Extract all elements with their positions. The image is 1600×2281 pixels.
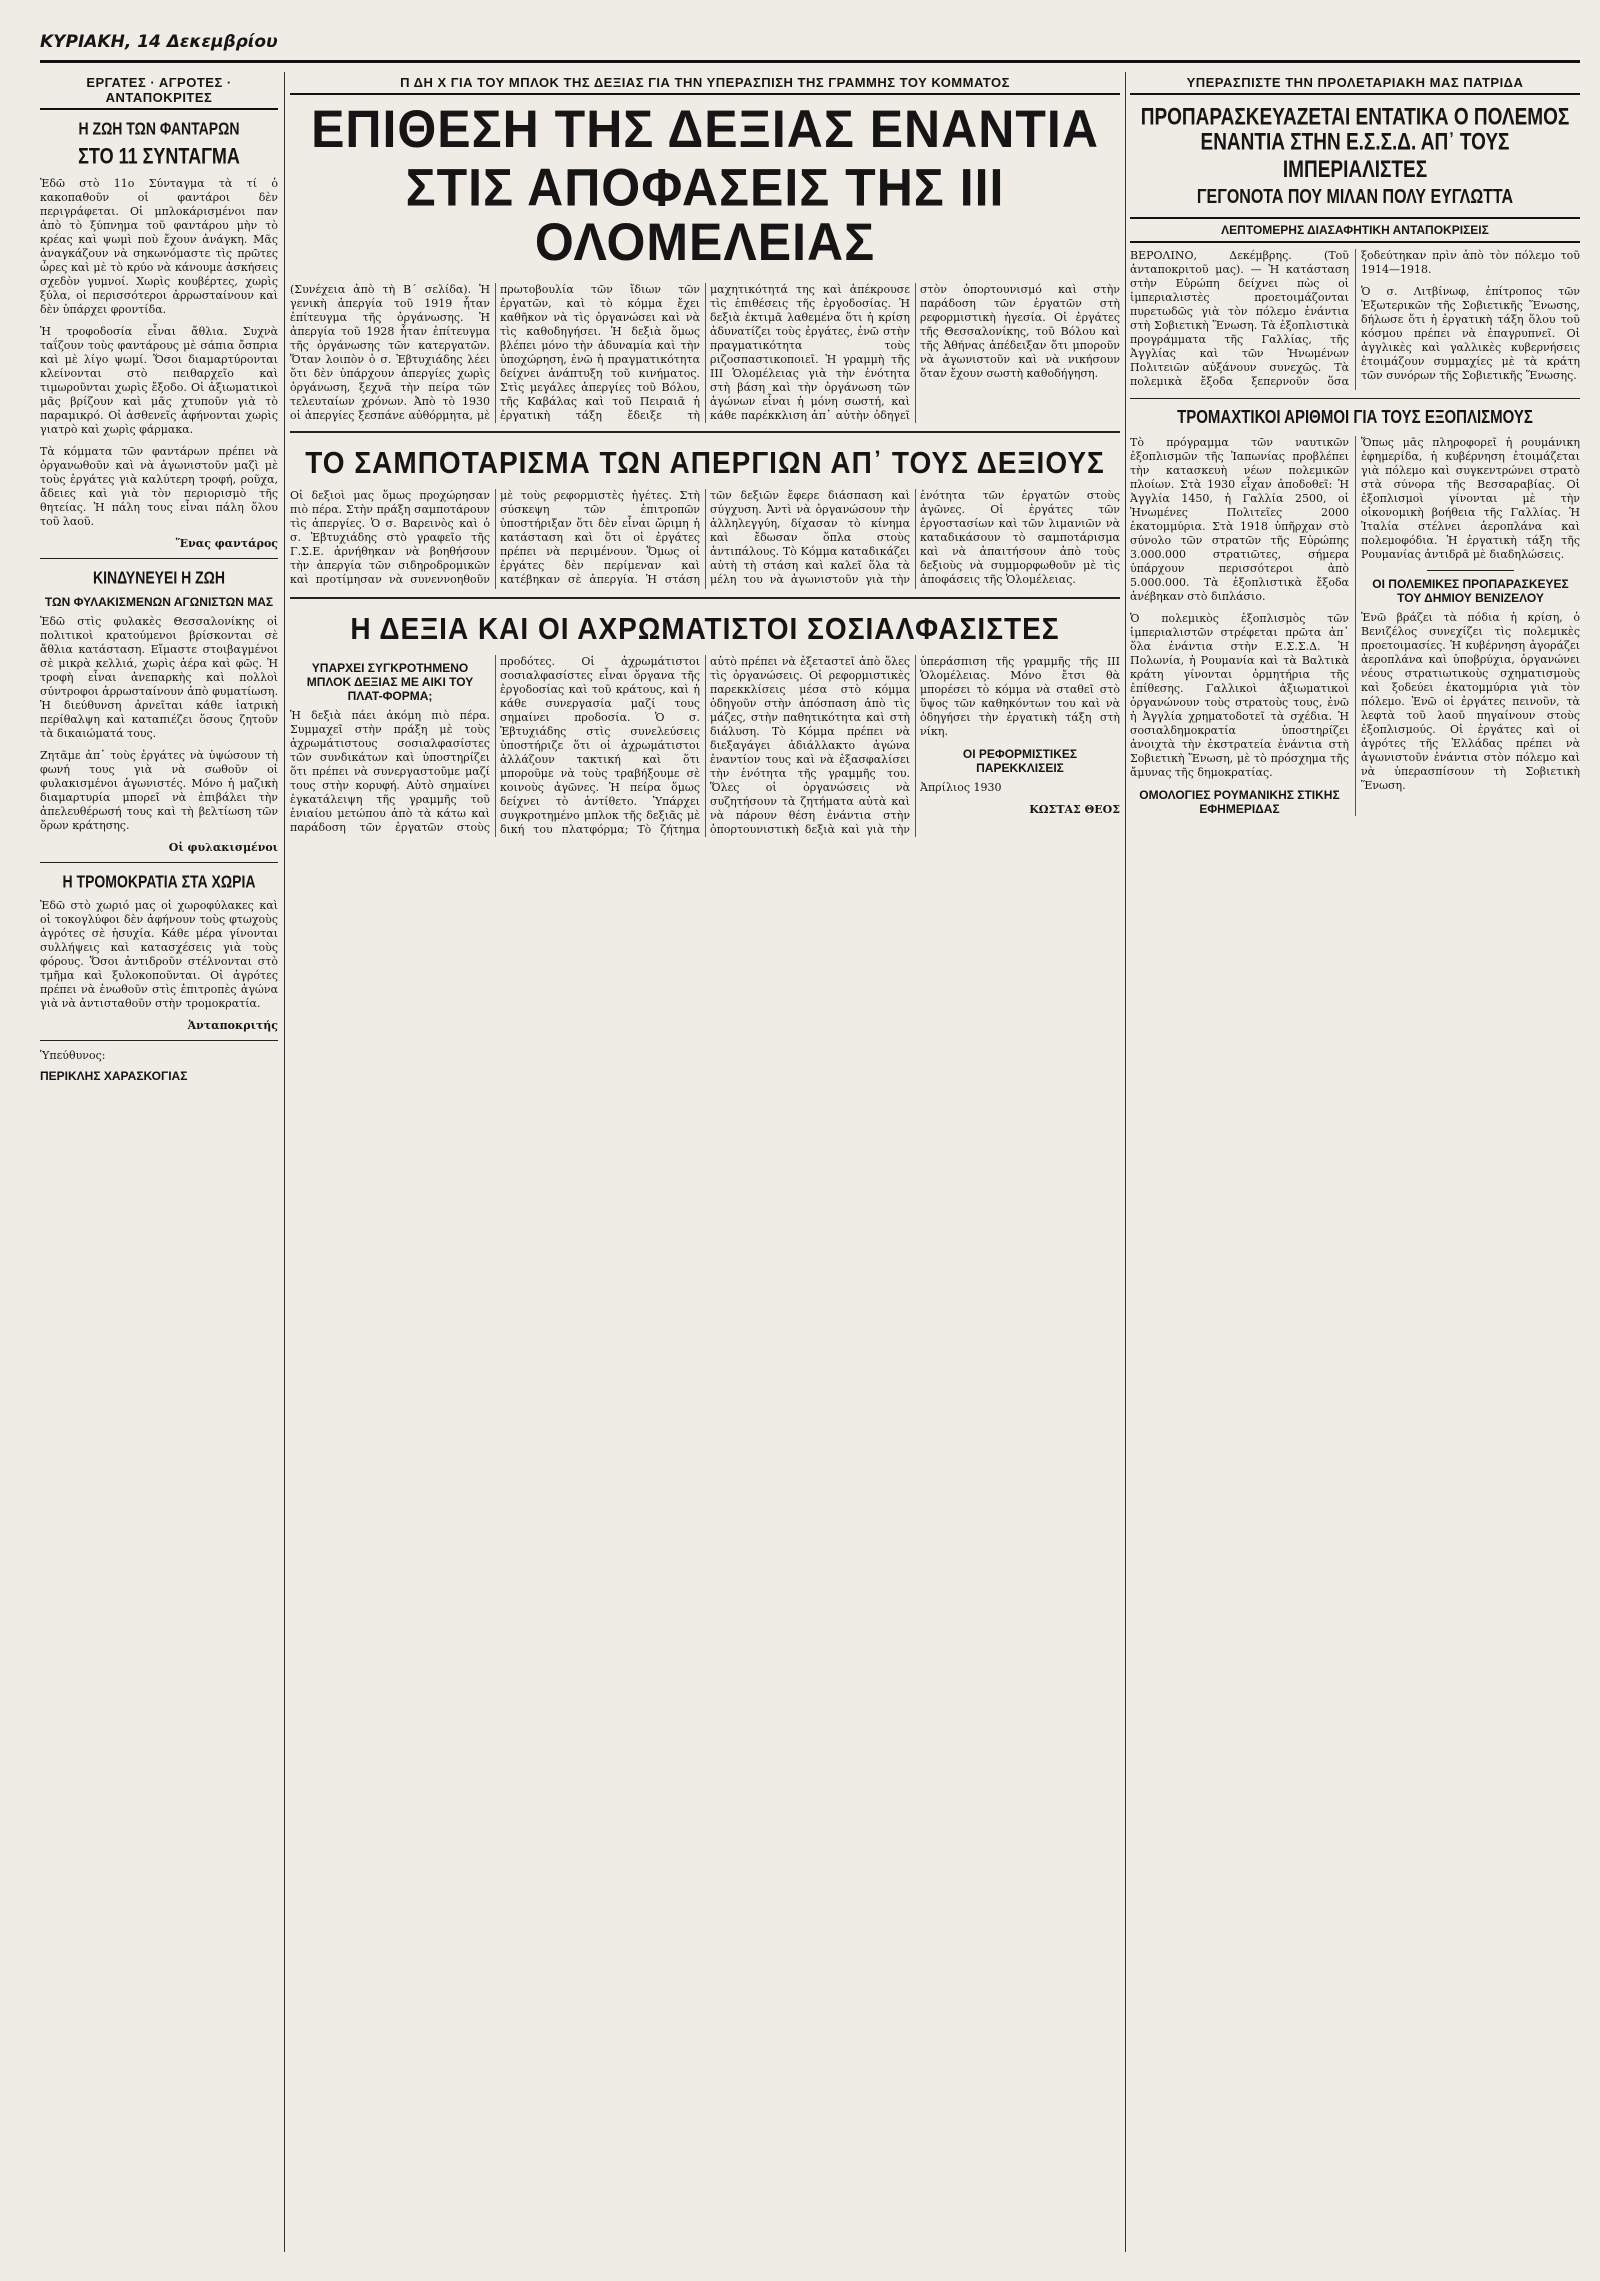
article-paragraph: ΒΕΡΟΛΙΝΟ, Δεκέμβρης. (Τοῦ ἀνταποκριτοῦ μας). — Ἡ κατάσταση στὴν Εὐρώπη δείχνει πὼς οἱ ἰμπεριαλιστὲς προετοιμάζονται πυρετωδῶς γιὰ τὸν πόλεμο ἐνάντια στὴ Σοβιετικὴ Ἕνωση. Τὰ ἐξοπλιστικὰ προγράμματα τῆς Γαλλίας, τῆς Ἀγγλίας καὶ τῶν Ἡνωμένων Πολιτειῶν αὐξάνουν συνεχῶς. Τὰ πολεμικὰ ἔξοδα ξεπερνοῦν ὅσα ξοδεύτηκαν πρὶν ἀπὸ τὸν πόλεμο τοῦ 1914—1918. [1130, 249, 1580, 388]
left-column [40, 72, 278, 2252]
divider [290, 431, 1120, 433]
article-signature: Ἀνταποκριτής [187, 1019, 278, 1032]
armament-headline: ΤΡΟΜΑΧΤΙΚΟΙ ΑΡΙΘΜΟΙ ΓΙΑ ΤΟΥΣ ΕΞΟΠΛΙΣΜΟΥΣ [1177, 406, 1533, 429]
article-paragraph: Ἐδῶ στὸ 11ο Σύνταγμα τὰ τί ὁ κακοπαθοῦν οἱ φαντάροι δὲν περιγράφεται. Οἱ μπλοκάρισμένοι παν ἀπὸ τὸ ξύπνημα τοῦ φαντάρου μὴν τὸ κρέας καὶ ψωμὶ ποὺ ἔχουν ἀνάγκη. Μᾶς ἀναγκάζουν νὰ σηκωνόμαστε τὶς πρῶτες ὧρες καὶ μὲ τὸ κρύο νὰ κάνουμε ἀσκήσεις σχεδὸν γυμνοί. Χωρὶς κουβέρτες, χωρὶς ξύλα, οἱ περισσότεροι ἀρρωσταίνουν καὶ δὲν ὑπάρχει φροντίδα. [40, 177, 278, 316]
armament-article-body [1130, 436, 1580, 816]
war-detail-label: ΛΕΠΤΟΜΕΡΗΣ ΔΙΑΣΑΦΗΤΙΚΗ ΑΝΤΑΠΟΚΡΙΣΕΙΣ [1130, 217, 1580, 243]
article-title-villages: Η ΤΡΟΜΟΚΡΑΤΙΑ ΣΤΑ ΧΩΡΙΑ [62, 871, 256, 891]
middle-column [290, 72, 1120, 2252]
article-subheading: ΟΙ ΡΕΦΟΡΜΙΣΤΙΚΕΣ ΠΑΡΕΚΚΛΙΣΕΙΣ [962, 747, 1078, 775]
article-paragraph: Ὅπως μᾶς πληροφορεῖ ἡ ρουμάνικη ἐφημερίδα, ἡ κυβέρνηση ἑτοιμάζεται γιὰ πόλεμο καὶ συγκεντρώνει στρατὸ στὰ σύνορα τῆς Βεσσαραβίας. Οἱ ἐξοπλισμοὶ γίνονται μὲ τὴν οἰκονομικὴ βοήθεια τῆς Γαλλίας. Ἡ Ἰταλία στέλνει ἀεροπλάνα καὶ πολεμοφόδια. Ἡ ἐργατικὴ τάξη τῆς Ρουμανίας ἀντιδρᾶ μὲ διαδηλώσεις. [1361, 436, 1580, 561]
divider [40, 558, 278, 559]
main-kicker: Π ΔΗ Χ ΓΙΑ ΤΟΥ ΜΠΛΟΚ ΤΗΣ ΔΕΞΙΑΣ ΓΙΑ ΤΗΝ ΥΠΕΡΑΣΠΙΣΗ ΤΗΣ ΓΡΑΜΜΗΣ ΤΟΥ ΚΟΜΜΑΤΟΣ [290, 72, 1120, 95]
article-paragraph: Τὸ πρόγραμμα τῶν ναυτικῶν ἐξοπλισμῶν τῆς Ἰαπωνίας προβλέπει τὴν κατασκευὴ νέων πολεμικῶν πλοίων. Στὰ 1930 εἶχαν ἀποδοθεῖ: Ἡ Ἀγγλία 1450, ἡ Γαλλία 2500, οἱ Ἡνωμένες Πολιτεῖες 2000 ἑκατομμύρια. Στὰ 1918 ὑπῆρχαν στὸ σύνολο τῶν στρατῶν τῆς Εὐρώπης 3.000.000 στρατιῶτες, σήμερα ὑπάρχουν περισσότεροι ἀπὸ 5.000.000. Τὰ ἐξοπλιστικὰ ἔξοδα ἀνέβηκαν στὸ διπλάσιο. [1130, 436, 1349, 603]
sabotage-article-body [290, 489, 1120, 589]
main-headline-line1: ΕΠΙΘΕΣΗ ΤΗΣ ΔΕΞΙΑΣ ΕΝΑΝΤΙΑ [311, 99, 1099, 159]
article-signature: ΚΩΣΤΑΣ ΘΕΟΣ [1029, 803, 1120, 816]
article-signature: Οἱ φυλακισμένοι [168, 841, 278, 854]
article-subtitle-soldiers: ΣΤΟ 11 ΣΥΝΤΑΓΜΑ [78, 143, 240, 169]
publisher-name: ΠΕΡΙΚΛΗΣ ΧΑΡΑΣΚΟΓΙΑΣ [40, 1069, 188, 1083]
column-rule-left [284, 72, 285, 2252]
article-title-soldiers: Η ΖΩΗ ΤΩΝ ΦΑΝΤΑΡΩΝ [78, 118, 240, 138]
article-paragraph: Ὁ σ. Λιτβίνωφ, ἐπίτροπος τῶν Ἐξωτερικῶν τῆς Σοβιετικῆς Ἕνωσης, δήλωσε ὅτι ἡ ἐργατικὴ τάξη ὅλου τοῦ κόσμου πρέπει νὰ ἐπαγρυπνεῖ. Οἱ ἀγγλικὲς καὶ γαλλικὲς κυβερνήσεις ἑτοιμάζουν συμμαχίες μὲ τὰ κράτη τῶν συνόρων τῆς Σοβιετικῆς Ἕνωσης. [1361, 285, 1580, 382]
article-signature: Ἕνας φαντάρος [175, 537, 278, 550]
war-headline-line1: ΠΡΟΠΑΡΑΣΚΕΥΑΖΕΤΑΙ ΕΝΤΑΤΙΚΑ Ο ΠΟΛΕΜΟΣ [1140, 104, 1570, 131]
article-dateline: Ἀπρίλιος 1930 [920, 781, 1002, 794]
masthead [40, 30, 1580, 63]
article-paragraph: Οἱ δεξιοὶ μας ὅμως προχώρησαν πιὸ πέρα. Στὴν πράξη σαμποτάρουν τὶς ἀπεργίες. Ὁ σ. Βαρεινὸς καὶ ὁ σ. Ἐβτυχιάδης στὸ γραφεῖο τῆς Γ.Σ.Ε. ἀρνήθηκαν νὰ βοηθήσουν τὴν ἀπεργία τῶν σιδηροδρομικῶν καὶ προτίμησαν νὰ συνεννοηθοῦν μὲ τοὺς ρεφορμιστὲς ἡγέτες. Στὴ σύσκεψη τῶν ἐπιτροπῶν ὑποστήριξαν ὅτι δὲν εἶναι ὥριμη ἡ κατάσταση καὶ ὅτι οἱ ἐργάτες πρέπει νὰ περιμένουν. Ὅμως οἱ ἐργάτες δὲν περίμεναν καὶ κατέβηκαν σὲ ἀπεργία. Ἡ στάση τῶν δεξιῶν ἔφερε διάσπαση καὶ σύγχυση. Ἀντὶ νὰ ὀργανώσουν τὴν ἀλληλεγγύη, δίχασαν τὸ κίνημα καὶ ἔδωσαν ὅπλα στοὺς ἀντιπάλους. Τὸ Κόμμα καταδικάζει αὐτὴ τὴ στάση καὶ καλεῖ ὅλα τὰ μέλη του νὰ ἀγωνιστοῦν γιὰ τὴν ἑνότητα τῶν ἐργατῶν στοὺς ἀγῶνες. Οἱ ἐργάτες τῶν ἐργοστασίων καὶ τῶν λιμανιῶν νὰ καταδικάσουν τὸ σαμποτάρισμα καὶ νὰ ἀπαιτήσουν ἀπὸ τοὺς δεξιοὺς νὰ συμμορφωθοῦν μὲ τὶς ἀποφάσεις τῆς Ὁλομέλειας. [290, 489, 1120, 586]
article-paragraph: Τὰ κόμματα τῶν φαντάρων πρέπει νὰ ὀργανωθοῦν καὶ νὰ ἀγωνιστοῦν μαζὶ μὲ τοὺς ἐργάτες γιὰ καλύτερη τροφή, ροῦχα, ἄδειες καὶ γιὰ τὸν περιορισμὸ τῆς θητείας. Ἡ πάλη τους εἶναι πάλη ὅλου τοῦ λαοῦ. [40, 445, 278, 528]
war-subheadline: ΓΕΓΟΝΟΤΑ ΠΟΥ ΜΙΛΑΝ ΠΟΛΥ ΕΥΓΛΩΤΤΑ [1196, 186, 1514, 208]
divider [40, 1040, 278, 1041]
venizelos-heading: ΟΙ ΠΟΛΕΜΙΚΕΣ ΠΡΟΠΑΡΑΣΚΕΥΕΣ ΤΟΥ ΔΗΜΙΟΥ ΒΕΝΙΖΕΛΟΥ [1372, 577, 1569, 605]
section-headline-right-wing: Η ΔΕΞΙΑ ΚΑΙ ΟΙ ΑΧΡΩΜΑΤΙΣΤΟΙ ΣΟΣΙΑΛΦΑΣΙΣΤΕΣ [350, 611, 1060, 646]
column-rule-right [1125, 72, 1126, 2252]
divider [40, 862, 278, 863]
article-paragraph: Ζητᾶμε ἀπ᾽ τοὺς ἐργάτες νὰ ὑψώσουν τὴ φωνή τους γιὰ νὰ σωθοῦν οἱ φυλακισμένοι ἀγωνιστές. Μόνο ἡ μαζικὴ διαμαρτυρία μπορεῖ νὰ ἐπιβάλει τὴν ἀπελευθέρωσή τους καὶ τὴ βελτίωση τῶν ὅρων κράτησης. [40, 749, 278, 832]
article-paragraph: Ὁ πολεμικὸς ἐξοπλισμὸς τῶν ἰμπεριαλιστῶν στρέφεται πρῶτα ἀπ᾽ ὅλα ἐνάντια στὴν Ε.Σ.Σ.Δ. Ἡ Πολωνία, ἡ Ρουμανία καὶ τὰ Βαλτικὰ κράτη γίνονται ὁρμητήρια τῆς ἐπίθεσης. Γαλλικοὶ ἀξιωματικοὶ ὀργανώνουν τοὺς στρατοὺς τους, ἐνῶ ἡ Ἀγγλία χρηματοδοτεῖ τὰ σχέδια. Ἡ σοσιαλδημοκρατία ὑποστηρίζει ἀνοιχτὰ τὴν ἐκστρατεία ἐνάντια στὴ Σοβιετικὴ Ἕνωση, μὲ τὸ πρόσχημα τῆς ἄμυνας τῆς δημοκρατίας. [1130, 612, 1349, 779]
divider [1130, 398, 1580, 399]
romanian-press-heading: ΟΜΟΛΟΓΙΕΣ ΡΟΥΜΑΝΙΚΗΣ ΣΤΙΚΗΣ ΕΦΗΜΕΡΙΔΑΣ [1139, 788, 1340, 816]
article-paragraph: Ἡ τροφοδοσία εἶναι ἄθλια. Συχνὰ ταΐζουν τοὺς φαντάρους μὲ σάπια ὄσπρια καὶ μὲ λίγο ψωμί. Ὅσοι διαμαρτύρονται κλείνονται στὸ πειθαρχεῖο καὶ τιμωροῦνται χωρὶς ἔξοδο. Οἱ ἀξιωματικοὶ μᾶς βρίζουν καὶ μᾶς χτυποῦν γιὰ τὸ παραμικρό. Οἱ ἀσθενεῖς ἀφήνονται χωρὶς γιατρὸ καὶ χωρὶς φάρμακα. [40, 325, 278, 436]
issue-date: ΚΥΡΙΑΚΗ, 14 Δεκεμβρίου [40, 32, 278, 52]
divider [1427, 570, 1515, 571]
divider [290, 597, 1120, 599]
publisher-label: Ὑπεύθυνος: [40, 1049, 106, 1062]
right-column [1130, 72, 1580, 2252]
main-headline-line2: ΣΤΙΣ ΑΠΟΦΑΣΕΙΣ ΤΗΣ III ΟΛΟΜΕΛΕΙΑΣ [405, 158, 1005, 272]
right-kicker: ΥΠΕΡΑΣΠΙΣΤΕ ΤΗΝ ΠΡΟΛΕΤΑΡΙΑΚΗ ΜΑΣ ΠΑΤΡΙΔΑ [1130, 72, 1580, 95]
article-title-prisoners: ΚΙΝΔΥΝΕΥΕΙ Η ΖΩΗ [92, 567, 226, 587]
article-subtitle-prisoners: ΤΩΝ ΦΥΛΑΚΙΣΜΕΝΩΝ ΑΓΩΝΙΣΤΩΝ ΜΑΣ [44, 595, 274, 609]
article-paragraph: Ἐνῶ βράζει τὰ πόδια ἡ κρίση, ὁ Βενιζέλος συνεχίζει τὶς πολεμικὲς προετοιμασίες. Ἡ κυβέρνηση ἀγοράζει ἀεροπλάνα καὶ ὑποβρύχια, ὀργανώνει νέους στρατιωτικοὺς σχηματισμοὺς καὶ ξοδεύει ἑκατομμύρια γιὰ τὸν πόλεμο. Ἐνῶ οἱ ἐργάτες πεινοῦν, τὰ λεφτὰ τοῦ λαοῦ πηγαίνουν στοὺς ἐξοπλισμούς. Οἱ ἐργάτες καὶ οἱ ἀγρότες τῆς Ἑλλάδας πρέπει νὰ ἀγωνιστοῦν ἐνάντια στὸν πόλεμο καὶ νὰ ὑπερασπίσουν τὴ Σοβιετικὴ Ἕνωση. [1361, 611, 1580, 792]
main-article-body [290, 283, 1120, 423]
article-subheading: ΥΠΑΡΧΕΙ ΣΥΓΚΡΟΤΗΜΕΝΟ ΜΠΛΟΚ ΔΕΞΙΑΣ ΜΕ ΑΙΚΙ ΤΟΥ ΠΛΑΤ-ΦΟΡΜΑ; [306, 661, 474, 703]
article-paragraph: (Συνέχεια ἀπὸ τὴ Β΄ σελίδα). Ἡ γενικὴ ἀπεργία τοῦ 1919 ἦταν ἐπίτευγμα τῆς ὀργάνωσης. Ἡ ἀπεργία τοῦ 1928 ἦταν ἐπίτευγμα τῆς ὀργάνωσης τῶν κατεργατῶν. Ὅταν λοιπὸν ὁ σ. Ἐβτυχιάδης λέει ὅτι δὲν ὑπάρχουν ἀπεργίες χωρὶς ὀργάνωση, ξεχνᾶ τὴν πείρα τῶν τελευταίων χρόνων. Ἀπὸ τὸ 1930 οἱ ἀπεργίες ξεσπάνε αὐθόρμητα, μὲ πρωτοβουλία τῶν ἴδιων τῶν ἐργατῶν, καὶ τὸ κόμμα ἔχει καθῆκον νὰ τὶς ὀργανώσει καὶ νὰ τὶς καθοδηγήσει. Ἡ δεξιὰ ὅμως βλέπει μόνο τὴν ἀδυναμία καὶ τὴν ὑποχώρηση, ἐνῶ ἡ πραγματικότητα δείχνει ἀνάπτυξη τοῦ κινήματος. Στὶς μεγάλες ἀπεργίες τοῦ Βόλου, τῆς Καβάλας καὶ τοῦ Πειραιᾶ ἡ ἐργατικὴ τάξη ἔδειξε τὴ μαχητικότητά της καὶ ἀπέκρουσε τὶς ἐπιθέσεις τῆς ἐργοδοσίας. Ἡ δεξιὰ ἐκτιμᾶ λαθεμένα ὅτι ἡ κρίση ἀδυνατίζει τοὺς ἐργάτες, ἐνῶ στὴν πραγματικότητα τοὺς ριζοσπαστικοποιεῖ. Ἡ γραμμὴ τῆς ΙΙΙ Ὁλομέλειας γιὰ τὴν ἑνότητα στὴ βάση καὶ τὴν ὀργάνωση τῶν ἀγώνων εἶναι ἡ μόνη σωστή, καὶ κάθε παρέκκλιση ἀπ᾽ αὐτὴν ὁδηγεῖ στὸν ὀπορτουνισμό καὶ στὴν παράδοση τῶν ἐργατῶν στὴ ρεφορμιστικὴ ἡγεσία. Οἱ ἐργάτες τῆς Θεσσαλονίκης, τοῦ Βόλου καὶ τῆς Ἀθήνας ἀπέδειξαν ὅτι μποροῦν νὰ ἀγωνιστοῦν καὶ νὰ νικήσουν ὅταν ἔχουν σωστὴ καθοδήγηση. [290, 283, 1120, 422]
article-paragraph: Ἐδῶ στὸ χωριό μας οἱ χωροφύλακες καὶ οἱ τοκογλύφοι δὲν ἀφήνουν τοὺς φτωχοὺς ἀγρότες σὲ ἡσυχία. Κάθε μέρα γίνονται συλλήψεις καὶ κατασχέσεις γιὰ τοὺς φόρους. Ὅσοι ἀντιδροῦν στέλνονται στὸ τμῆμα καὶ ξυλοκοποῦνται. Οἱ ἀγρότες πρέπει νὰ ἑνωθοῦν στὶς ἐπιτροπὲς ἀγώνα γιὰ νὰ ἀντισταθοῦν στὴν τρομοκρατία. [40, 899, 278, 1010]
article-paragraph: Ἐδῶ στὶς φυλακὲς Θεσσαλονίκης οἱ πολιτικοὶ κρατούμενοι βρίσκονται σὲ ἄθλια κατάσταση. Εἴμαστε στοιβαγμένοι σὲ μικρὰ κελλιά, χωρὶς ἀέρα καὶ φῶς. Ἡ τροφὴ εἶναι ἀνεπαρκὴς καὶ πολλοὶ σύντροφοι ἀρρωσταίνουν ἀπὸ φυματίωση. Ἡ διεύθυνση ἀρνεῖται κάθε ἰατρικὴ περίθαλψη καὶ καταπιέζει ὅσους ζητοῦν τὰ δικαιώματά τους. [40, 615, 278, 740]
left-kicker: ΕΡΓΑΤΕΣ · ΑΓΡΟΤΕΣ · ΑΝΤΑΠΟΚΡΙΤΕΣ [40, 72, 278, 110]
war-headline-line2: ΕΝΑΝΤΙΑ ΣΤΗΝ Ε.Σ.Σ.Δ. ΑΠ᾽ ΤΟΥΣ ΙΜΠΕΡΙΑΛΙΣΤΕΣ [1200, 129, 1510, 184]
war-article-body [1130, 249, 1580, 390]
article-paragraph: Ἡ δεξιὰ πάει ἀκόμη πιὸ πέρα. Συμμαχεῖ στὴν πράξη μὲ τοὺς ἀχρωμάτιστους σοσιαλφασίστες τῶν συνδικάτων καὶ ὑποστηρίζει ὅτι πρέπει νὰ συνεργαστοῦμε μαζί τους στὴν κορυφή. Αὐτὸ σημαίνει ἐγκατάλειψη τῆς γραμμῆς τοῦ ἑνιαίου μετώπου ἀπὸ τὰ κάτω καὶ παράδοση τῶν ἐργατῶν στοὺς προδότες. Οἱ ἀχρωμάτιστοι σοσιαλφασίστες εἶναι ὄργανα τῆς ἐργοδοσίας καὶ τοῦ κράτους, καὶ ἡ κάθε συνεργασία μαζί τους σημαίνει προδοσία. Ὁ σ. Ἐβτυχιάδης στὶς συνελεύσεις ὑποστήριζε ὅτι οἱ ἀχρωμάτιστοι ἀλλάζουν τακτική καὶ ὅτι μποροῦμε νὰ τοὺς τραβήξουμε σὲ κοινοὺς ἀγῶνες. Ἡ πείρα ὅμως δείχνει τὸ ἀντίθετο. Ὑπάρχει συγκροτημένο μπλοκ τῆς δεξιᾶς μὲ δική του πλατφόρμα; Τὸ ζήτημα αὐτὸ πρέπει νὰ ἐξεταστεῖ ἀπὸ ὅλες τὶς ὀργανώσεις. Οἱ ρεφορμιστικὲς παρεκκλίσεις μέσα στὸ κόμμα ὁδηγοῦν στὴν ἀπόσπαση ἀπὸ τὶς μάζες, στὴν παθητικότητα καὶ στὴ διάλυση. Τὸ Κόμμα πρέπει νὰ διεξαγάγει ἀδιάλλακτο ἀγώνα ἐναντίον τους καὶ νὰ ἐξασφαλίσει τὴν ἑνότητα τῆς γραμμῆς του. Ὅλες οἱ ὀργανώσεις νὰ συζητήσουν τὰ ζητήματα αὐτὰ καὶ νὰ πάρουν θέση ἐνάντια στὴν ὀπορτουνιστικὴ δεξιὰ καὶ γιὰ τὴν ὑπεράσπιση τῆς γραμμῆς τῆς ΙΙΙ Ὁλομέλειας. Μόνο ἔτσι θὰ μπορέσει τὸ κόμμα νὰ σταθεῖ στὸ ὕψος τῶν καθηκόντων του καὶ νὰ ὁδηγήσει τὴν ἐργατικὴ τάξη στὴ νίκη. [290, 655, 1120, 836]
right-wing-article-body [290, 655, 1120, 837]
section-headline-sabotage: ΤΟ ΣΑΜΠΟΤΑΡΙΣΜΑ ΤΩΝ ΑΠΕΡΓΙΩΝ ΑΠ᾽ ΤΟΥΣ ΔΕΞΙΟΥΣ [305, 445, 1105, 480]
